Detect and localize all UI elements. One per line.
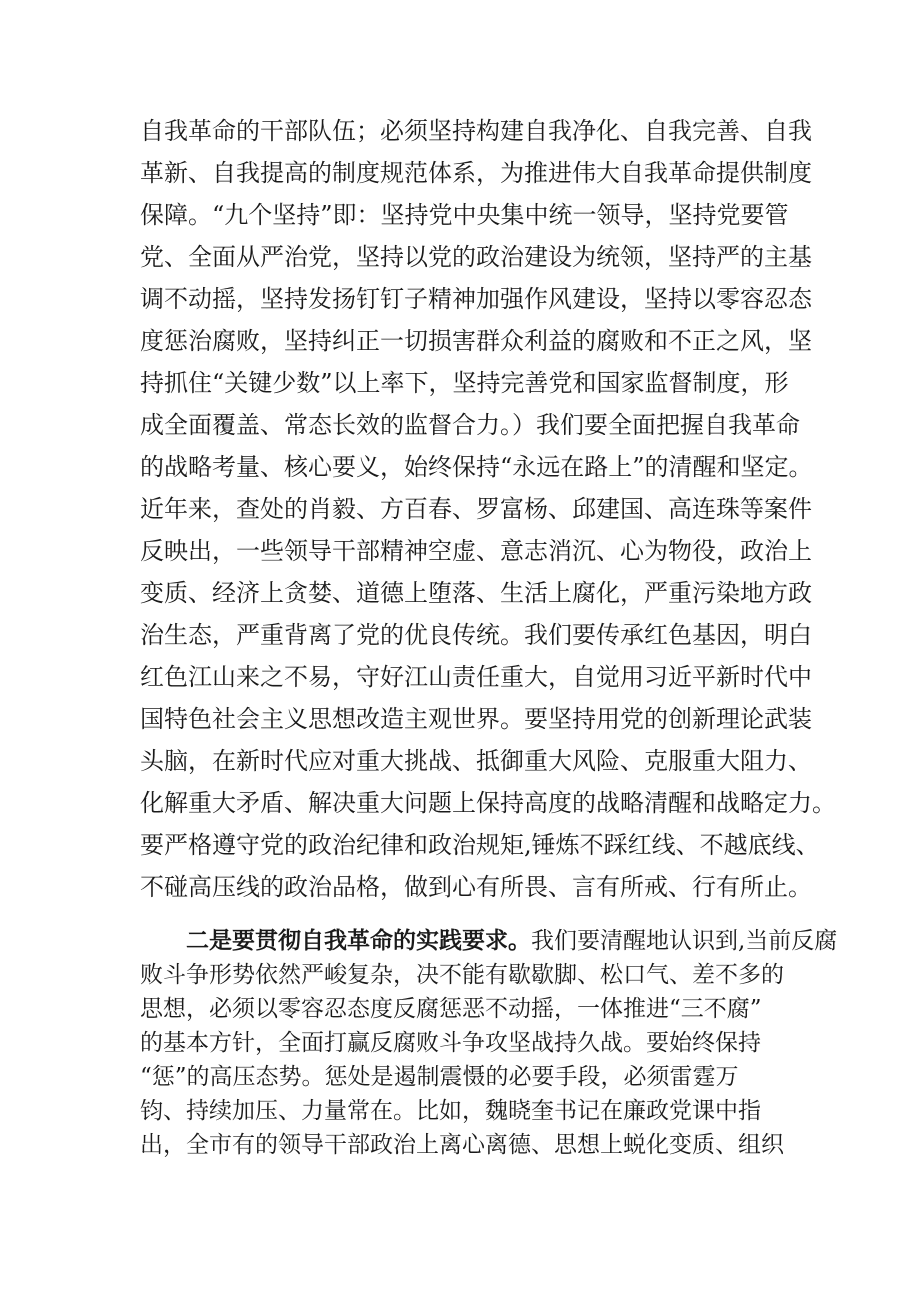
text-line: 头脑，在新时代应对重大挑战、抵御重大风险、克服重大阻力、 <box>140 747 812 775</box>
text-line: 不碰高压线的政治品格，做到心有所畏、言有所戒、行有所止。 <box>140 873 812 901</box>
text-line: 革新、自我提高的制度规范体系，为推进伟大自我革命提供制度 <box>140 159 812 187</box>
text-line: “惩”的高压态势。惩处是遏制震慑的必要手段，必须雷霆万 <box>140 1064 739 1090</box>
text-line: 的战略考量、核心要义，始终保持“永远在路上”的清醒和坚定。 <box>140 453 813 481</box>
text-line: 治生态，严重背离了党的优良传统。我们要传承红色基因，明白 <box>140 621 812 649</box>
text-line: 党、全面从严治党，坚持以党的政治建设为统领，坚持严的主基 <box>140 243 812 271</box>
text-line: 持抓住“关键少数”以上率下，坚持完善党和国家监督制度，形 <box>140 369 789 397</box>
paragraph-2-first-line <box>186 926 838 956</box>
text-line: 的基本方针，全面打赢反腐败斗争攻坚战持久战。要始终保持 <box>140 1030 761 1056</box>
text-line: 自我革命的干部队伍；必须坚持构建自我净化、自我完善、自我 <box>140 117 812 145</box>
text-line: 要严格遵守党的政治纪律和政治规矩,锤炼不踩红线、不越底线、 <box>140 831 820 859</box>
text-line: 保障。“九个坚持”即：坚持党中央集中统一领导，坚持党要管 <box>140 201 789 229</box>
text-line: 出，全市有的领导干部政治上离心离德、思想上蜕化变质、组织 <box>140 1132 784 1158</box>
text-line: 思想，必须以零容忍态度反腐惩恶不动摇，一体推进“三不腐” <box>140 996 762 1022</box>
section-heading: 二是要贯彻自我革命的实践要求。 <box>186 927 531 954</box>
text-line: 国特色社会主义思想改造主观世界。要坚持用党的创新理论武装 <box>140 705 812 733</box>
text-line: 反映出，一些领导干部精神空虚、意志消沉、心为物役，政治上 <box>140 537 812 565</box>
text-line: 近年来，查处的肖毅、方百春、罗富杨、邱建国、高连珠等案件 <box>140 495 812 523</box>
text-line: 钧、持续加压、力量常在。比如，魏晓奎书记在廉政党课中指 <box>140 1098 761 1124</box>
text-line: 变质、经济上贪婪、道德上堕落、生活上腐化，严重污染地方政 <box>140 579 812 607</box>
text-line: 红色江山来之不易，守好江山责任重大，自觉用习近平新时代中 <box>140 663 812 691</box>
text-line: 调不动摇，坚持发扬钉钉子精神加强作风建设，坚持以零容忍态 <box>140 285 812 313</box>
text-line: 成全面覆盖、常态长效的监督合力。）我们要全面把握自我革命 <box>140 411 800 439</box>
text-line: 度惩治腐败，坚持纠正一切损害群众利益的腐败和不正之风，坚 <box>140 327 812 355</box>
text-span: 我们要清醒地认识到,当前反腐 <box>531 928 838 954</box>
text-line: 败斗争形势依然严峻复杂，决不能有歇歇脚、松口气、差不多的 <box>140 962 784 988</box>
text-line: 化解重大矛盾、解决重大问题上保持高度的战略清醒和战略定力。 <box>140 789 836 817</box>
